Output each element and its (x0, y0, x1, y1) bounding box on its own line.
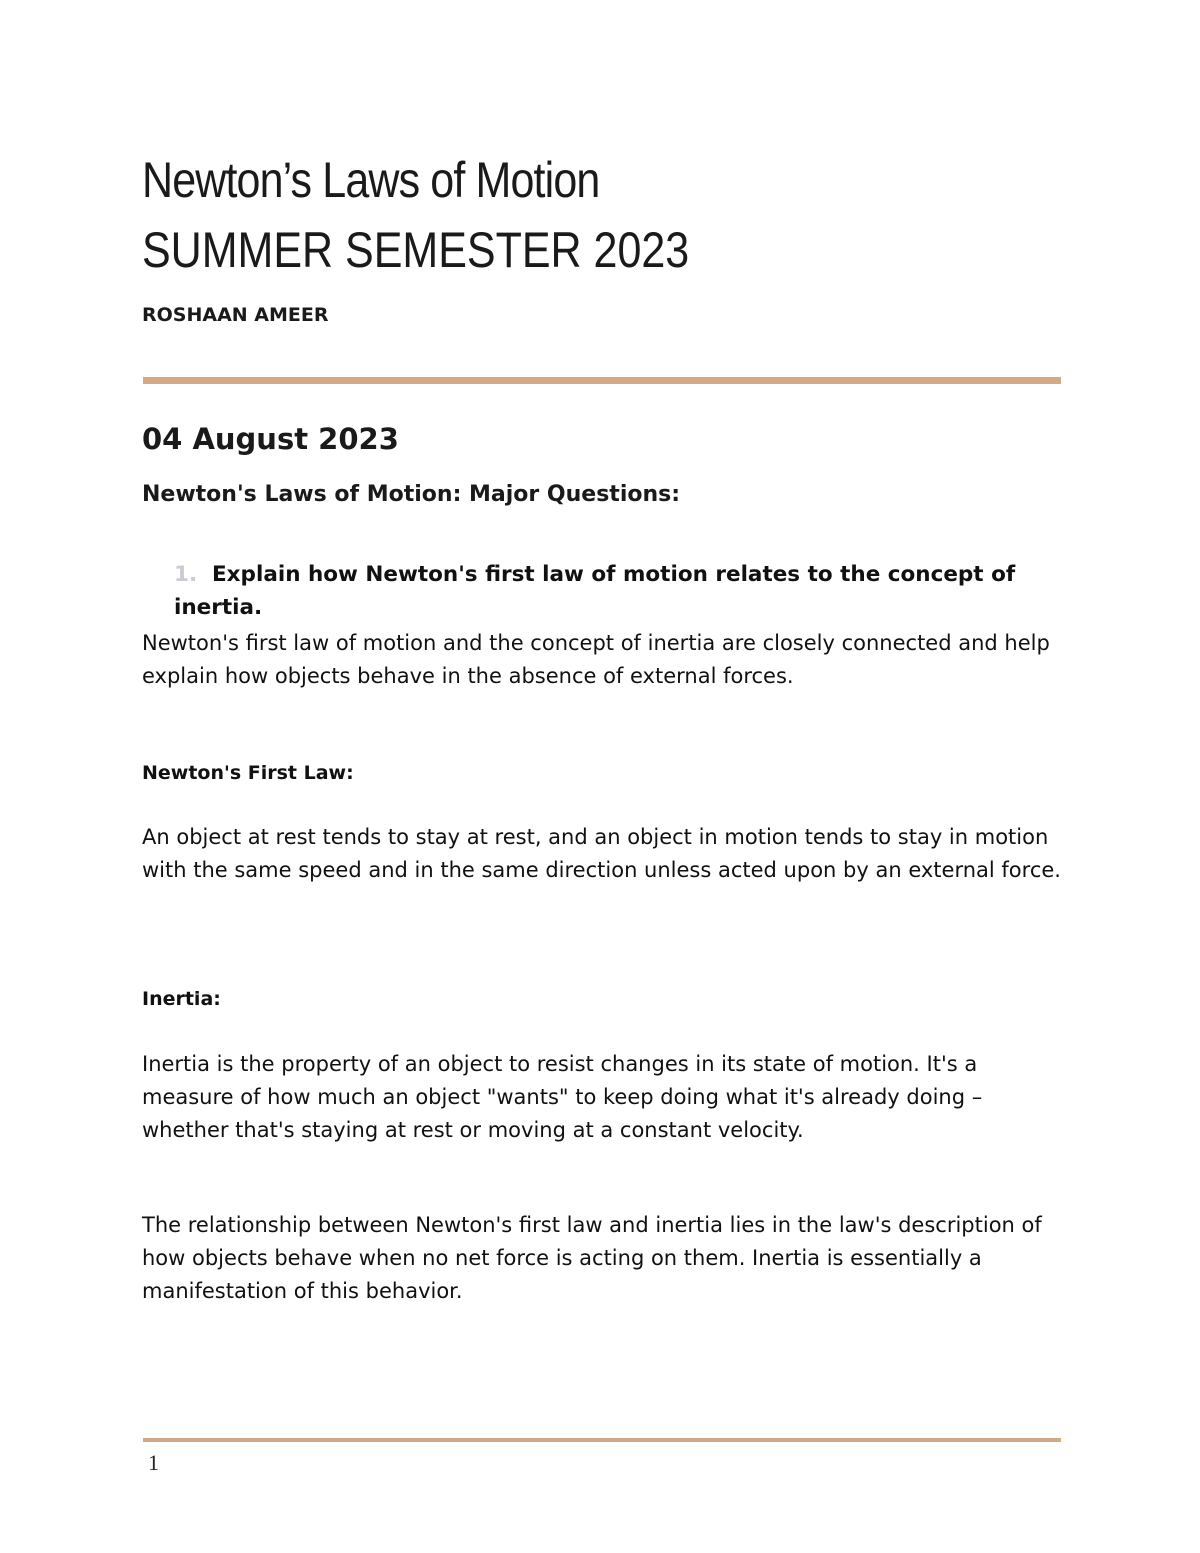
question-number: 1. (174, 562, 198, 587)
first-law-paragraph: An object at rest tends to stay at rest, and an object in motion tends to stay in motion with the same speed and in the same direction unless acted upon by an external force. (142, 825, 1061, 882)
question-text: Explain how Newton's first law of motion relates to the concept of inertia. (174, 562, 1016, 620)
entry-date: 04 August 2023 (142, 422, 399, 456)
relationship-paragraph: The relationship between Newton's first law and inertia lies in the law's description of how objects behave when no net force is acting on them. Inertia is essentially a manifestation of this behavior. (142, 1213, 1042, 1303)
footer-divider (143, 1438, 1061, 1442)
page-number: 1 (148, 1450, 159, 1475)
section-heading: Newton's Laws of Motion: Major Questions: (142, 482, 681, 507)
first-law-label: Newton's First Law: (142, 762, 354, 784)
inertia-paragraph: Inertia is the property of an object to resist changes in its state of motion. It's a measure of how much an object "wants" to keep doing what it's already doing – whether that's staying at rest or moving at a constant velocity. (142, 1052, 983, 1142)
inertia-label: Inertia: (142, 988, 221, 1010)
header-divider (143, 377, 1061, 384)
document-title: Newton’s Laws of Motion (142, 152, 600, 208)
author-name: ROSHAAN AMEER (142, 304, 329, 326)
document-subtitle: SUMMER SEMESTER 2023 (142, 222, 690, 278)
question-item (174, 558, 1064, 624)
intro-paragraph: Newton's first law of motion and the concept of inertia are closely connected and help explain how objects behave in the absence of external forces. (142, 631, 1050, 688)
